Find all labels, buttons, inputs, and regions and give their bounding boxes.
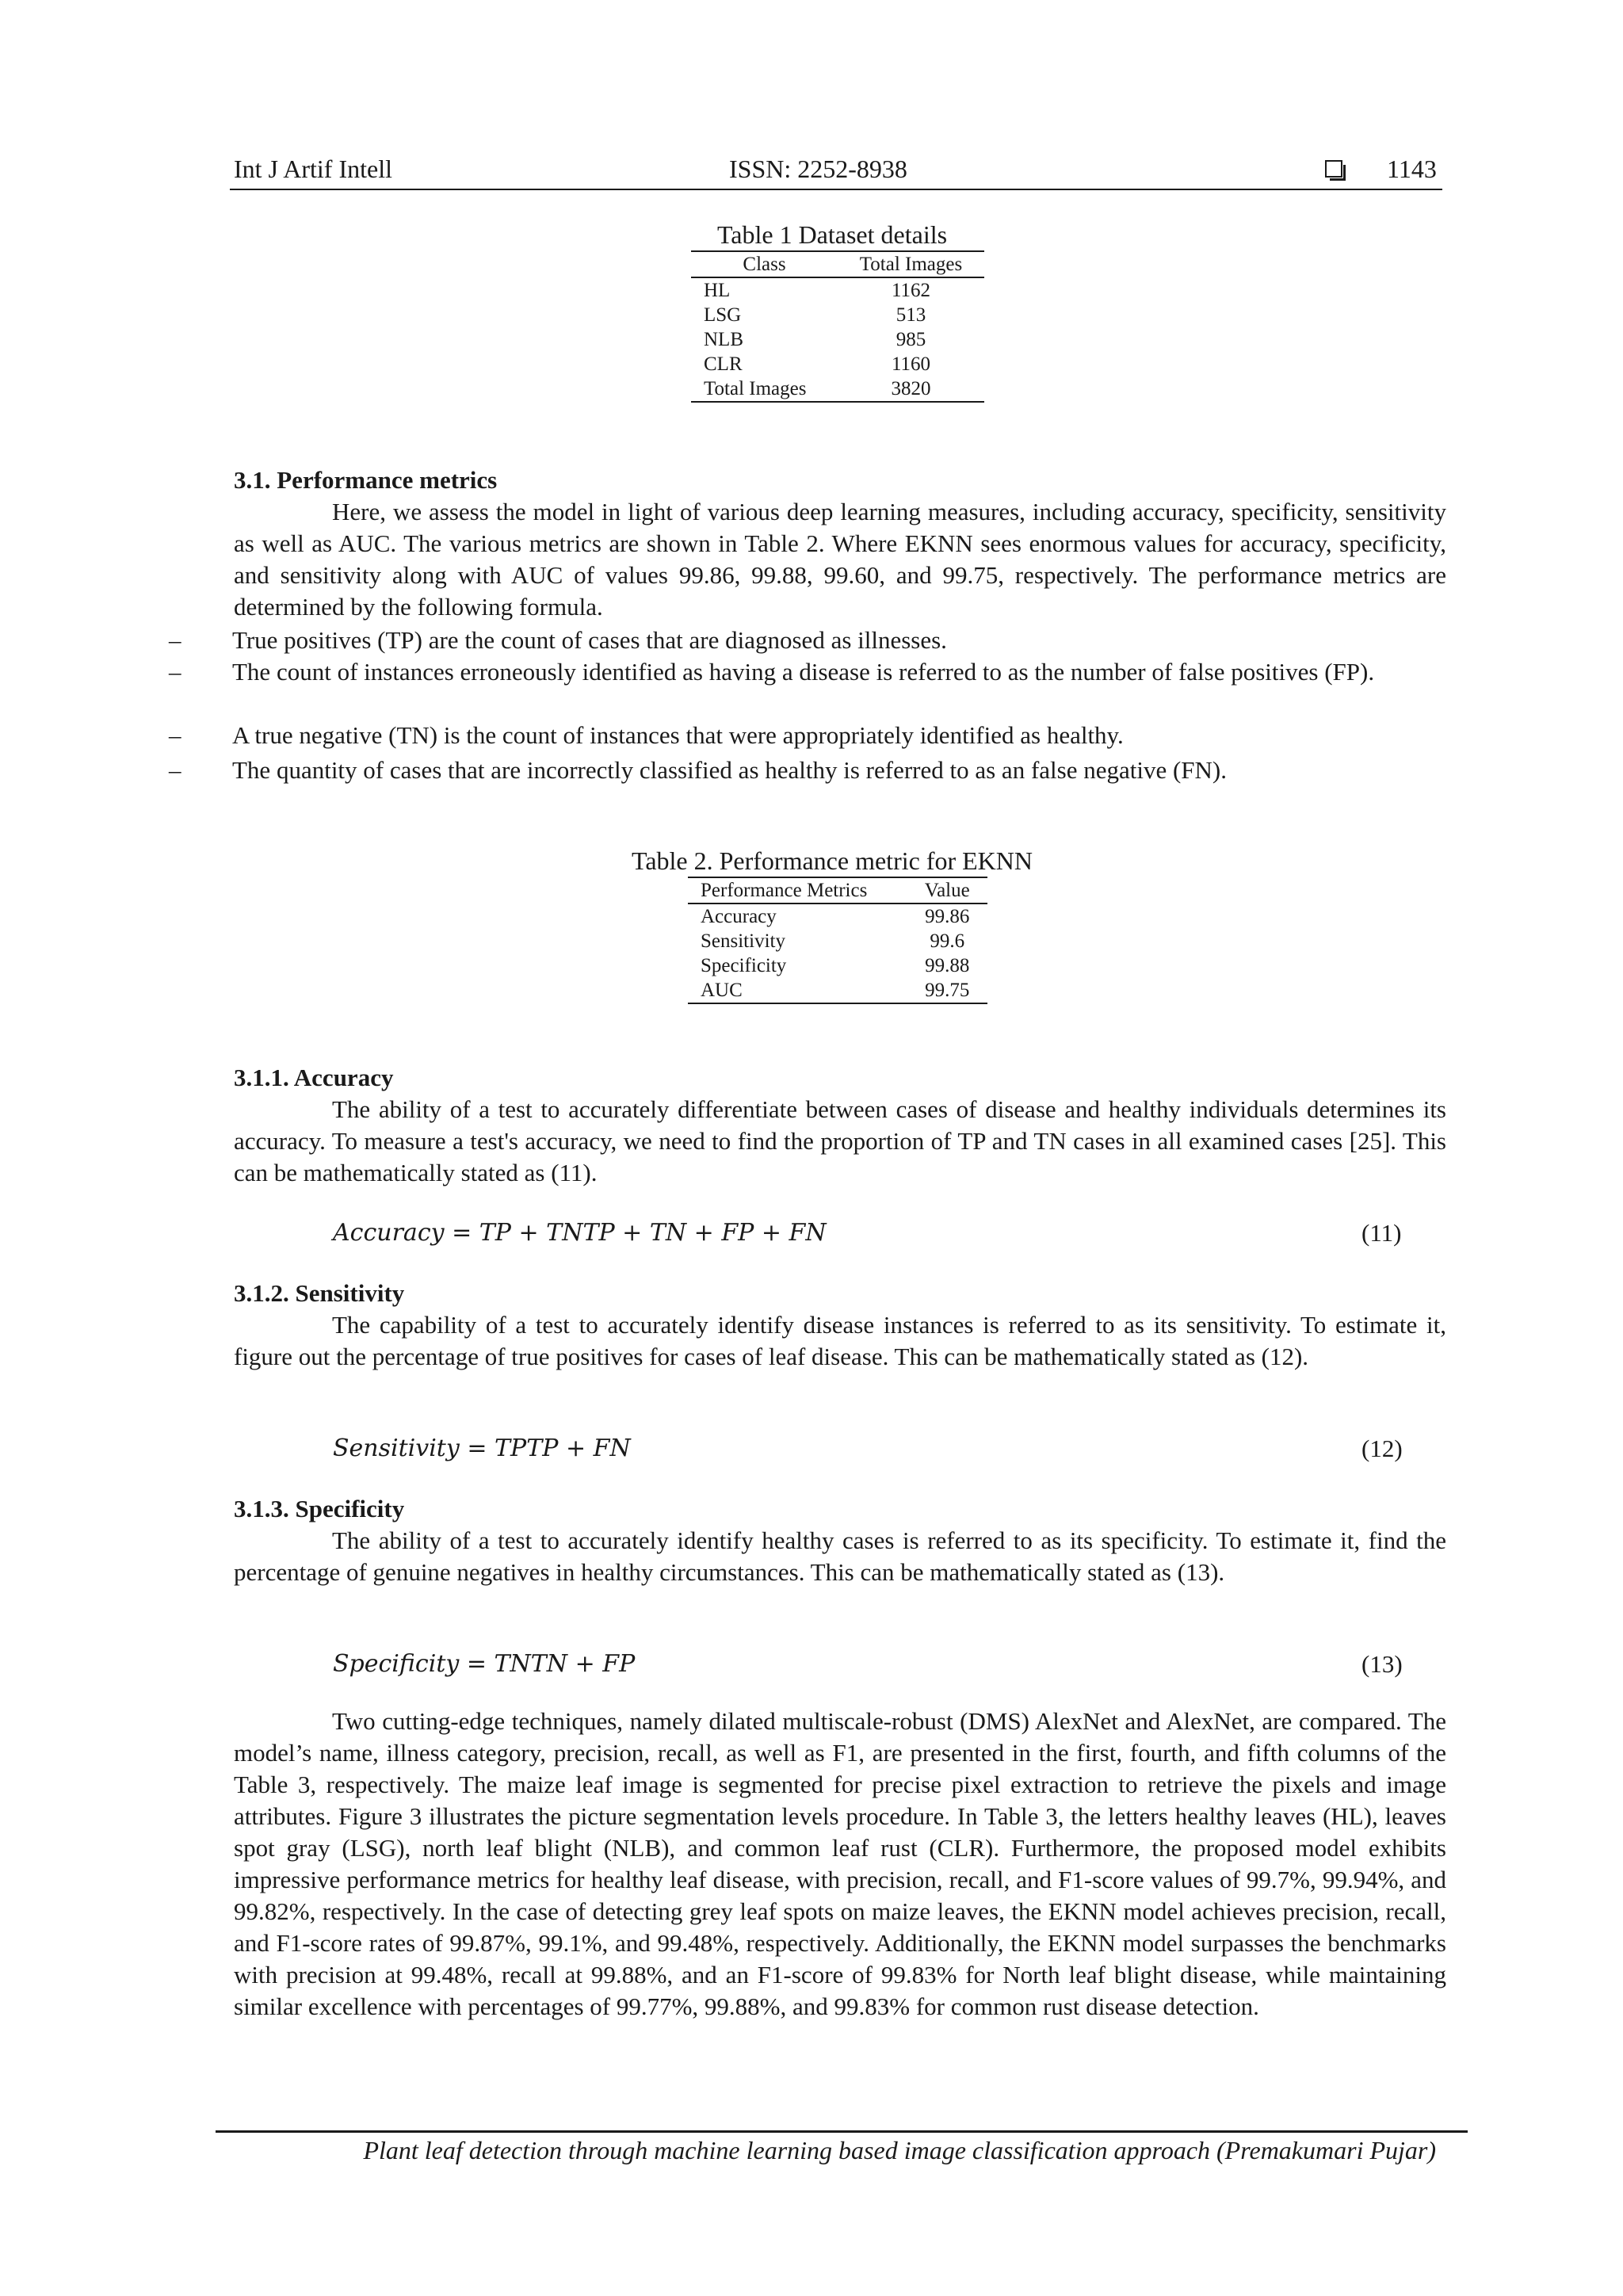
equation-sensitivity: Sensitivity = TPTP + FN <box>333 1435 631 1462</box>
table2-cell: Specificity <box>701 955 787 976</box>
bullet-text: True positives (TP) are the count of cases that are diagnosed as illnesses. <box>232 626 947 654</box>
table-row <box>688 978 987 1003</box>
running-title: Plant leaf detection through machine learning based image classification approach (Premakumari Pujar) <box>363 2136 1436 2164</box>
section-3-1-3-paragraph: The ability of a test to accurately identify healthy cases is referred to as its specificity. To estimate it, find the percentage of genuine negatives in healthy circumstances. This can be mathematically stated as (13). <box>234 1526 1446 1586</box>
table2 <box>688 877 987 1004</box>
section-heading-3-1-1: 3.1.1. Accuracy <box>234 1064 394 1091</box>
table1-cell: 1160 <box>891 353 931 375</box>
table2-cell: Accuracy <box>701 906 777 927</box>
table-row <box>691 277 984 303</box>
equation-number: (11) <box>1361 1219 1402 1247</box>
bullet-item <box>169 656 1413 688</box>
table1-header-row <box>691 252 984 277</box>
equation-specificity: Specificity = TNTN + FP <box>333 1650 636 1678</box>
table1-col-total: Total Images <box>859 254 963 275</box>
table1-cell: HL <box>704 280 731 301</box>
section-heading-3-1-3: 3.1.3. Specificity <box>234 1495 405 1522</box>
page-number: 1143 <box>1387 155 1437 183</box>
square-icon <box>1325 160 1342 181</box>
table2-caption: Table 2. Performance metric for EKNN <box>632 846 1033 875</box>
journal-name: Int J Artif Intell <box>234 155 392 183</box>
dash-icon: – <box>169 721 181 749</box>
table1-cell: Total Images <box>704 378 807 399</box>
table-row <box>688 929 987 953</box>
table1-cell: LSG <box>704 304 742 326</box>
table2-cell: Sensitivity <box>701 930 785 952</box>
table2-cell: 99.75 <box>925 980 970 1001</box>
header-rule <box>230 189 1442 190</box>
equation-accuracy: Accuracy = TP + TNTP + TN + FP + FN <box>333 1219 827 1247</box>
table-row <box>691 376 984 402</box>
table1-cell: 513 <box>896 304 926 326</box>
table1-caption: Table 1 Dataset details <box>716 220 948 249</box>
equation-number: (12) <box>1361 1435 1403 1462</box>
dash-icon: – <box>169 626 181 654</box>
table2-cell: AUC <box>701 980 743 1001</box>
table1-cell: NLB <box>704 329 743 350</box>
table1-cell: CLR <box>704 353 743 375</box>
table-row <box>691 303 984 327</box>
section-heading-3-1-2: 3.1.2. Sensitivity <box>234 1279 405 1307</box>
section-3-1-paragraph: Here, we assess the model in light of various deep learning measures, including accuracy, specificity, sensitivity as well as AUC. The various metrics are shown in Table 2. Where EKNN sees enormous values for accuracy, specificity, and sensitivity along with AUC of values 99.86, 99.88, 99.60, and 99.75, respectively. The performance metrics are determined by the following formula. <box>234 498 1446 621</box>
table1 <box>691 250 984 403</box>
table1-cell: 985 <box>896 329 926 350</box>
bullet-item <box>169 625 1413 656</box>
table1-cell: 1162 <box>891 280 931 301</box>
table1-cell: 3820 <box>891 378 931 399</box>
section-heading-3-1: 3.1. Performance metrics <box>234 466 498 494</box>
bullet-item <box>169 755 1413 786</box>
table-row <box>688 953 987 978</box>
bullet-text: The quantity of cases that are incorrectly classified as healthy is referred to as an false negative (FN). <box>232 756 1227 784</box>
table-row <box>691 352 984 376</box>
table2-header-row <box>688 878 987 904</box>
section-3-1-1-paragraph: The ability of a test to accurately differentiate between cases of disease and healthy individuals determines its accuracy. To measure a test's accuracy, we need to find the proportion of TP and TN cases in all examined cases [25]. This can be mathematically stated as (11). <box>234 1095 1446 1186</box>
dash-icon: – <box>169 756 181 784</box>
bullet-text: The count of instances erroneously identified as having a disease is referred to as the number of false positives (FP). <box>232 658 1375 686</box>
table-row <box>691 327 984 352</box>
bullet-item <box>169 720 1413 751</box>
equation-number: (13) <box>1361 1650 1403 1678</box>
section-3-1-2-paragraph: The capability of a test to accurately identify disease instances is referred to as its sensitivity. To estimate it, figure out the percentage of true positives for cases of leaf disease. This can be mathematically stated as (12). <box>234 1311 1446 1370</box>
table1-col-class: Class <box>743 254 786 275</box>
table2-col-metric: Performance Metrics <box>701 880 868 901</box>
footer-rule <box>216 2130 1468 2133</box>
table-row <box>688 904 987 929</box>
closing-paragraph: Two cutting-edge techniques, namely dilated multiscale-robust (DMS) AlexNet and AlexNet, are compared. The model’s name, illness category, precision, recall, as well as F1, are presented in the first, fourth, and fifth columns of the Table 3, respectively. The maize leaf image is segmented for precise pixel extraction to retrieve the pixels and image attributes. Figure 3 illustrates the picture segmentation levels procedure. In Table 3, the letters healthy leaves (HL), leaves spot gray (LSG), north leaf blight (NLB), and common leaf rust (CLR). Furthermore, the proposed model exhibits impressive performance metrics for healthy leaf disease, with precision, recall, and F1-score values of 99.7%, 99.94%, and 99.82%, respectively. In the case of detecting grey leaf spots on maize leaves, the EKNN model achieves precision, recall, and F1-score rates of 99.87%, 99.1%, and 99.48%, respectively. Additionally, the EKNN model surpasses the benchmarks with precision at 99.48%, recall at 99.88%, and an F1-score of 99.83% for North leaf blight disease, while maintaining similar excellence with percentages of 99.77%, 99.88%, and 99.83% for common rust disease detection. <box>234 1707 1446 2020</box>
table2-cell: 99.88 <box>925 955 970 976</box>
table2-cell: 99.86 <box>925 906 970 927</box>
bullet-text: A true negative (TN) is the count of instances that were appropriately identified as healthy. <box>232 721 1124 749</box>
dash-icon: – <box>169 658 181 686</box>
issn: ISSN: 2252-8938 <box>729 155 907 183</box>
table2-col-value: Value <box>924 880 970 901</box>
table2-cell: 99.6 <box>930 930 965 952</box>
